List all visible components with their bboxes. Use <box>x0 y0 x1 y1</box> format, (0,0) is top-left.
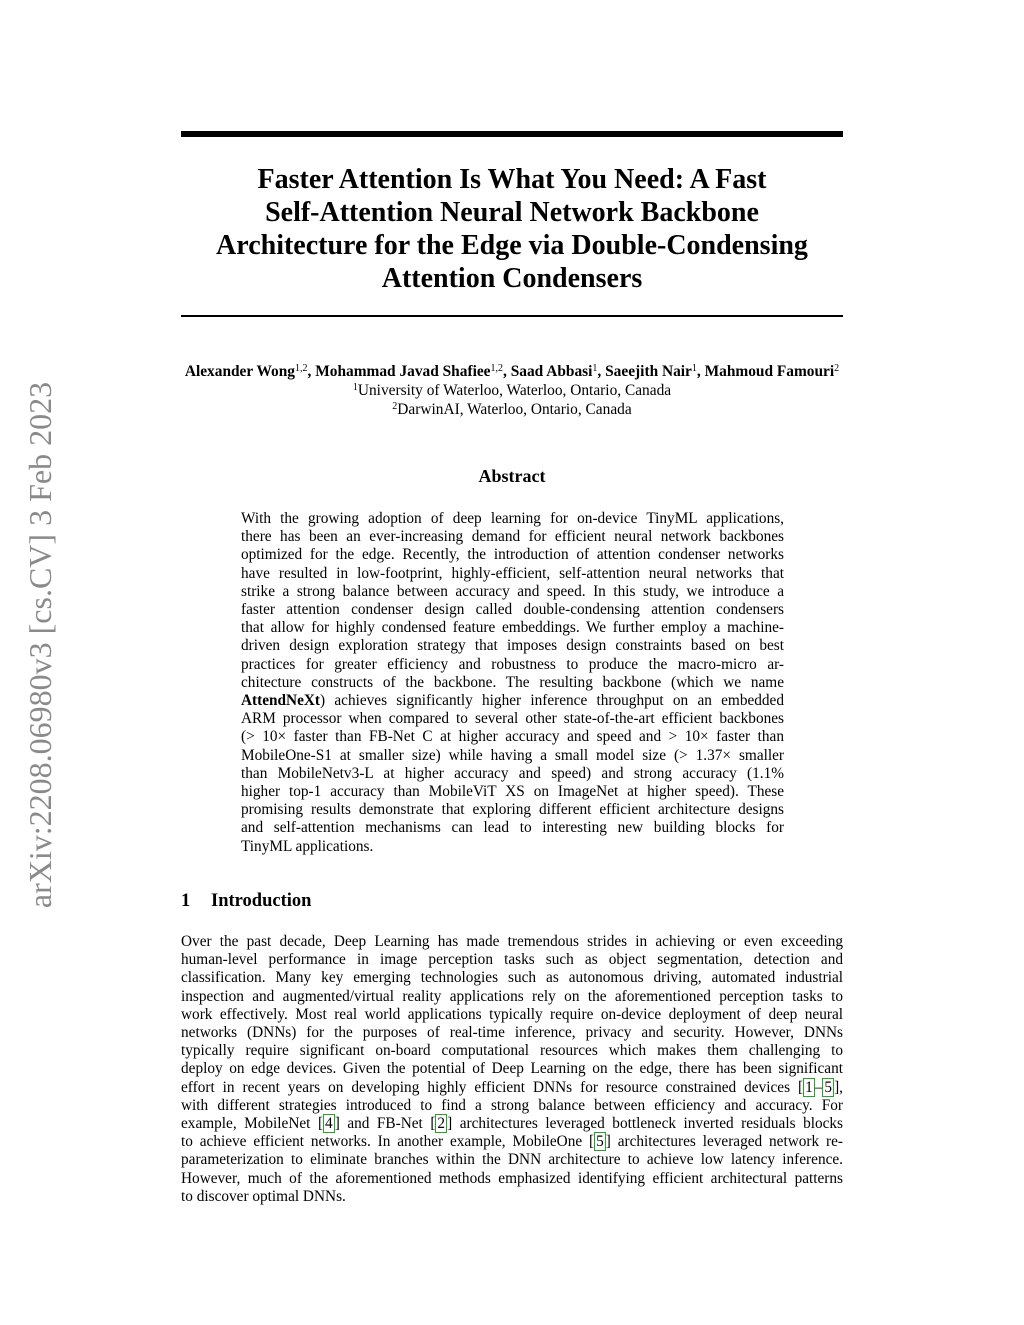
author-name: Saeejith Nair <box>605 363 692 380</box>
abstract-line: (> 10× faster than FB-Net C at higher accuracy and speed and > 10× faster than <box>241 728 784 746</box>
title-rule-top <box>181 131 843 137</box>
title-line: Architecture for the Edge via Double-Condensing <box>216 230 808 261</box>
intro-text: – <box>814 1078 823 1096</box>
intro-line: with different strategies introduced to find a strong balance between efficiency and accuracy. For <box>181 1096 843 1114</box>
affiliation-text: University of Waterloo, Waterloo, Ontario, Canada <box>357 382 672 399</box>
introduction-body <box>181 933 843 1206</box>
abstract-line: optimized for the edge. Recently, the introduction of attention condenser networks <box>241 546 784 564</box>
abstract-line: have resulted in low-footprint, highly-efficient, self-attention neural networks that <box>241 564 784 582</box>
abstract-line: promising results demonstrate that exploring different efficient architecture designs <box>241 801 784 819</box>
section-heading-introduction <box>181 891 311 912</box>
abstract-line: and self-attention mechanisms can lead to interesting new building blocks for <box>241 819 784 837</box>
citation-link[interactable]: 1 <box>805 1078 813 1096</box>
author-affil-mark: 1,2 <box>490 363 504 374</box>
author-name: Saad Abbasi <box>510 363 593 380</box>
intro-line: networks (DNNs) for the purposes of real-time inference, privacy and security. However, DNNs <box>181 1024 843 1042</box>
affiliation-text: DarwinAI, Waterloo, Ontario, Canada <box>397 401 632 418</box>
intro-text: to achieve efficient networks. In another example, MobileOne [ <box>181 1133 595 1151</box>
author-name: Mohammad Javad Shafiee <box>315 363 491 380</box>
abstract-line: With the growing adoption of deep learning for on-device TinyML applications, <box>241 510 784 527</box>
author-separator: , <box>696 363 705 380</box>
intro-text: ] architectures leveraged bottleneck inverted residuals blocks <box>447 1115 844 1133</box>
intro-line: However, much of the aforementioned methods emphasized identifying efficient architectural patterns <box>181 1169 843 1187</box>
abstract-line: MobileOne-S1 at smaller size) while having a small model size (> 1.37× smaller <box>241 746 784 764</box>
intro-line: classification. Many key emerging technologies such as autonomous driving, automated industrial <box>181 969 843 987</box>
title-line: Self-Attention Neural Network Backbone <box>265 197 759 228</box>
abstract-line: ARM processor when compared to several other state-of-the-art efficient backbones <box>241 710 784 728</box>
author-block <box>150 362 874 419</box>
title-line: Attention Condensers <box>381 263 643 294</box>
intro-line <box>181 1133 843 1151</box>
section-title: Introduction <box>211 891 312 911</box>
intro-line: deploy on edge devices. Given the potential of Deep Learning on the edge, there has been significant <box>181 1060 843 1078</box>
abstract-line: that allow for highly condensed feature embeddings. We further employ a machine- <box>241 619 784 637</box>
paper-title <box>181 163 843 295</box>
abstract-heading: Abstract <box>478 466 546 486</box>
intro-line: typically require significant on-board computational resources which makes them challenging to <box>181 1042 843 1060</box>
intro-line <box>181 1115 843 1133</box>
affiliation <box>150 381 874 400</box>
abstract-line: practices for greater efficiency and robustness to produce the macro-micro ar- <box>241 655 784 673</box>
author-separator: , <box>597 363 606 380</box>
intro-line: parameterization to eliminate branches within the DNN architecture to achieve low latency inference. <box>181 1151 843 1169</box>
abstract-line: than MobileNetv3-L at higher accuracy and speed) and strong accuracy (1.1% <box>241 764 784 782</box>
title-line: Faster Attention Is What You Need: A Fast <box>257 164 767 195</box>
author-affil-mark: 1 <box>691 363 697 374</box>
intro-line: inspection and augmented/virtual reality applications rely on the aforementioned perception tasks to <box>181 987 843 1005</box>
intro-text: example, MobileNet [ <box>181 1115 324 1133</box>
citation-link[interactable]: 5 <box>824 1078 833 1096</box>
citation-link[interactable]: 4 <box>325 1115 333 1133</box>
intro-text: effort in recent years on developing highly efficient DNNs for resource constrained devices [ <box>181 1078 804 1096</box>
abstract-line: strike a strong balance between accuracy and speed. In this study, we introduce a <box>241 582 784 600</box>
abstract-body <box>241 510 784 856</box>
author-affil-mark: 2 <box>834 363 840 374</box>
author-separator: , <box>503 363 511 380</box>
author-separator: , <box>307 363 316 380</box>
section-number: 1 <box>181 891 191 911</box>
abstract-line: driven design exploration strategy that imposes design constraints based on best <box>241 637 784 655</box>
intro-text: ], <box>834 1078 843 1096</box>
intro-text: ] architectures leveraged network re- <box>605 1133 843 1151</box>
arxiv-identifier: arXiv:2208.06980v3 [cs.CV] 3 Feb 2023 <box>22 381 58 909</box>
author-affil-mark: 1,2 <box>295 363 308 374</box>
author-name: Alexander Wong <box>184 363 296 380</box>
citation-link[interactable]: 2 <box>437 1115 446 1133</box>
intro-line: work effectively. Most real world applications typically require on-device deployment of deep neural <box>181 1005 843 1023</box>
intro-line: to discover optimal DNNs. <box>181 1187 346 1205</box>
abstract-line: there has been an ever-increasing demand for efficient neural network backbones <box>241 528 784 546</box>
affiliation-mark: 2 <box>392 401 398 412</box>
affiliation <box>150 400 874 419</box>
abstract-line: higher top-1 accuracy than MobileViT XS on ImageNet at higher speed). These <box>241 783 784 801</box>
author-name: Mahmoud Famouri <box>704 363 835 380</box>
intro-text: ] and FB-Net [ <box>334 1115 436 1133</box>
abstract-line-rest: ) achieves significantly higher inference throughput on an embedded <box>320 692 784 710</box>
intro-line <box>181 1079 843 1097</box>
abstract-line: TinyML applications. <box>241 837 374 855</box>
abstract-line <box>241 692 784 710</box>
title-rule-bottom <box>181 315 843 317</box>
model-name: AttendNeXt <box>241 692 321 710</box>
author-list <box>150 362 874 381</box>
abstract-line: faster attention condenser design called double-condensing attention condensers <box>241 601 784 619</box>
intro-line: human-level performance in image perception tasks such as object segmentation, detection and <box>181 951 843 969</box>
abstract-line: chitecture constructs of the backbone. The resulting backbone (which we name <box>241 673 784 691</box>
affiliation-mark: 1 <box>352 382 358 393</box>
citation-link[interactable]: 5 <box>596 1133 604 1151</box>
intro-line: Over the past decade, Deep Learning has made tremendous strides in achieving or even exceeding <box>181 933 843 950</box>
author-affil-mark: 1 <box>592 363 598 374</box>
